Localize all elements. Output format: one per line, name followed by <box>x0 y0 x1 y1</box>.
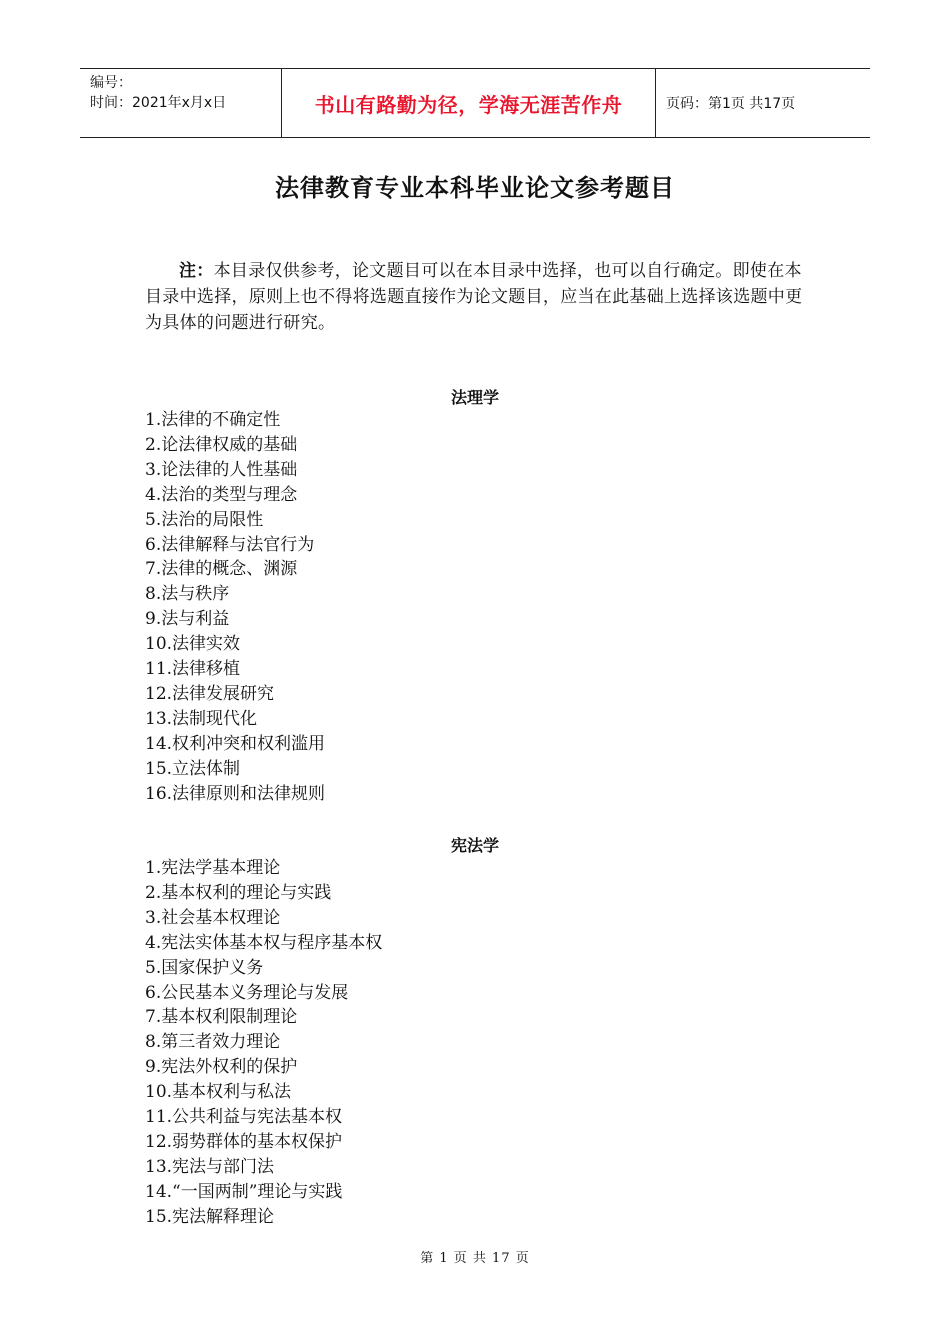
list-item: 8.第三者效力理论 <box>145 1032 281 1053</box>
list-item: 10.法律实效 <box>145 634 241 655</box>
document-header <box>80 68 870 138</box>
header-meta <box>80 69 282 137</box>
list-item: 6.法律解释与法官行为 <box>145 534 315 555</box>
list-item: 13.法制现代化 <box>145 708 258 729</box>
list-item: 6.公民基本义务理论与发展 <box>145 982 349 1003</box>
list-item: 10.基本权利与私法 <box>145 1082 292 1103</box>
list-item: 4.宪法实体基本权与程序基本权 <box>145 932 383 953</box>
list-item: 3.社会基本权理论 <box>145 907 281 928</box>
list-item: 1.法律的不确定性 <box>145 410 281 430</box>
list-item: 12.弱势群体的基本权保护 <box>145 1131 343 1152</box>
list-item: 2.论法律权威的基础 <box>145 434 298 455</box>
note-label: 注： <box>179 261 214 281</box>
list-item: 9.法与利益 <box>145 609 230 630</box>
list-item: 7.法律的概念、渊源 <box>145 559 298 580</box>
list-item: 15.宪法解释理论 <box>145 1206 275 1227</box>
list-item: 2.基本权利的理论与实践 <box>145 882 332 903</box>
note-text: 本目录仅供参考，论文题目可以在本目录中选择，也可以自行确定。即使在本目录中选择，原则上也不得将选题直接作为论文题目，应当在此基础上选择该选题中更为具体的问题进行研究。 <box>145 261 803 333</box>
list-item: 14.权利冲突和权利滥用 <box>145 733 326 754</box>
time-label: 时间：2021年x月x日 <box>90 95 227 111</box>
list-item: 5.国家保护义务 <box>145 957 264 978</box>
list-item: 3.论法律的人性基础 <box>145 459 298 480</box>
document-title: 法律教育专业本科毕业论文参考题目 <box>275 173 675 202</box>
header-page-info: 页码：第1页 共17页 <box>666 96 796 112</box>
list-item: 13.宪法与部门法 <box>145 1156 275 1177</box>
list-item: 7.基本权利限制理论 <box>145 1007 298 1028</box>
note-paragraph <box>145 258 810 336</box>
page-footer: 第 1 页 共 17 页 <box>420 1251 530 1266</box>
list-item: 8.法与秩序 <box>145 584 230 605</box>
list-item: 5.法治的局限性 <box>145 509 264 530</box>
topic-list-constitutional-law <box>145 856 382 1230</box>
section-heading-constitutional-law: 宪法学 <box>450 836 499 855</box>
section-heading-jurisprudence: 法理学 <box>450 388 499 407</box>
list-item: 15.立法体制 <box>145 758 241 779</box>
list-item: 14.“一国两制”理论与实践 <box>145 1181 343 1202</box>
list-item: 1.宪法学基本理论 <box>145 858 281 878</box>
list-item: 11.公共利益与宪法基本权 <box>145 1107 343 1128</box>
list-item: 16.法律原则和法律规则 <box>145 783 326 804</box>
list-item: 11.法律移植 <box>145 659 241 680</box>
list-item: 4.法治的类型与理念 <box>145 484 298 505</box>
list-item: 9.宪法外权利的保护 <box>145 1057 298 1078</box>
topic-list-jurisprudence <box>145 408 325 807</box>
list-item: 12.法律发展研究 <box>145 683 275 704</box>
number-label: 编号： <box>90 75 132 91</box>
header-motto: 书山有路勤为径，学海无涯苦作舟 <box>282 69 656 137</box>
